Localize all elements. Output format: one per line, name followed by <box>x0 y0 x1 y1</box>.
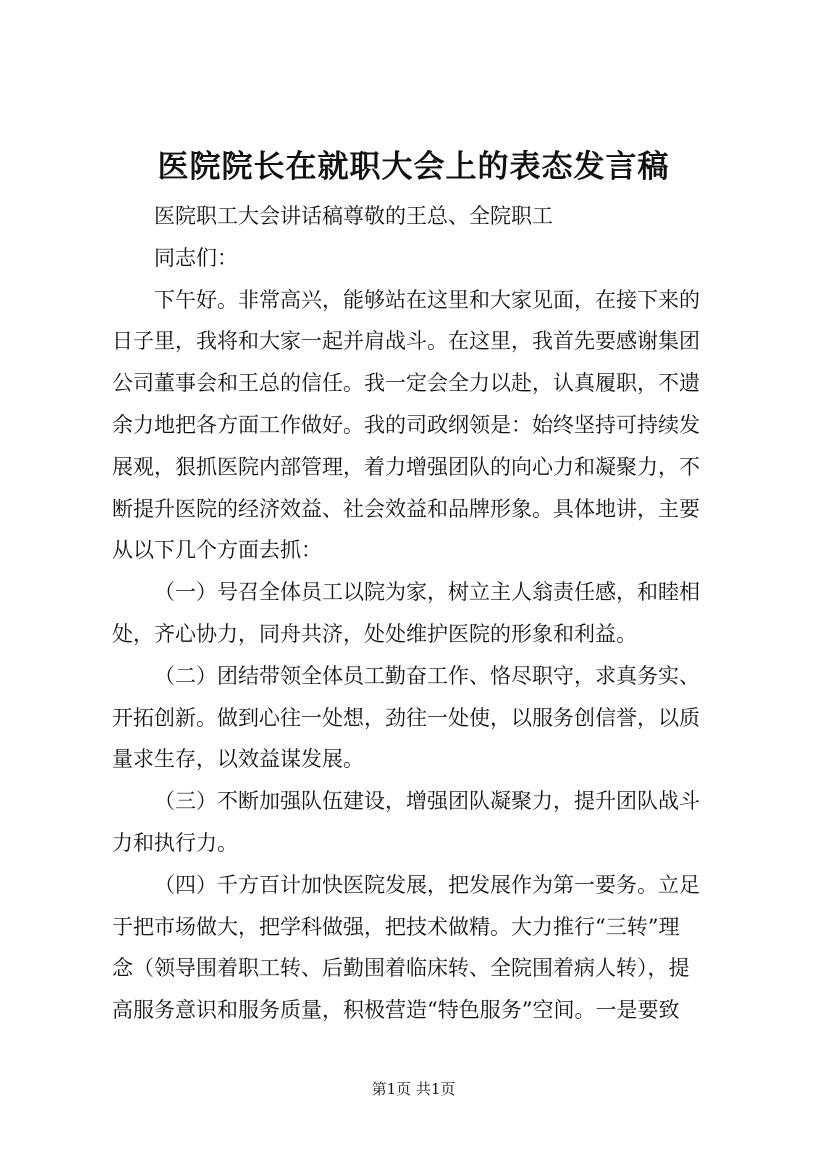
text-line: 从以下几个方面去抓： <box>112 538 322 563</box>
text-line: 展观，狠抓医院内部管理，着力增强团队的向心力和凝聚力，不 <box>112 454 700 479</box>
text-line: 日子里，我将和大家一起并肩战斗。在这里，我首先要感谢集团 <box>112 329 700 354</box>
paragraph-salutation <box>112 238 742 280</box>
text-line: 医院职工大会讲话稿尊敬的王总、全院职工 <box>154 204 553 228</box>
text-line: 同志们： <box>154 245 238 270</box>
paragraph-point-4 <box>112 865 742 1032</box>
text-line: （一）号召全体员工以院为家，树立主人翁责任感，和睦相 <box>154 580 700 605</box>
text-line: 开拓创新。做到心往一处想，劲往一处使，以服务创信誉，以质 <box>112 705 700 730</box>
text-line: 处，齐心协力，同舟共济，处处维护医院的形象和利益。 <box>112 621 637 646</box>
text-line: 公司董事会和王总的信任。我一定会全力以赴，认真履职，不遗 <box>112 371 700 396</box>
text-line: （四）千方百计加快医院发展，把发展作为第一要务。立足 <box>154 872 700 897</box>
text-line: 于把市场做大，把学科做强，把技术做精。大力推行“三转”理 <box>112 914 680 939</box>
document-body <box>112 196 742 1032</box>
document-title: 医院院长在就职大会上的表态发言稿 <box>157 149 670 185</box>
text-line: 下午好。非常高兴，能够站在这里和大家见面，在接下来的 <box>154 287 700 312</box>
paragraph-point-3 <box>112 781 742 865</box>
text-line: 断提升医院的经济效益、社会效益和品牌形象。具体地讲，主要 <box>112 496 700 521</box>
text-line: （二）团结带领全体员工勤奋工作、恪尽职守，求真务实、 <box>154 663 700 688</box>
text-line: 高服务意识和服务质量，积极营造“特色服务”空间。一是要致 <box>112 998 680 1023</box>
paragraph-point-2 <box>112 656 742 781</box>
paragraph-point-1 <box>112 572 742 656</box>
paragraph-intro <box>112 280 742 573</box>
page-footer: 第1页 共1页 <box>371 1080 456 1098</box>
text-line: 念（领导围着职工转、后勤围着临床转、全院围着病人转），提 <box>112 956 690 981</box>
paragraph-heading <box>112 196 742 238</box>
text-line: 量求生存，以效益谋发展。 <box>112 747 364 772</box>
text-line: 余力地把各方面工作做好。我的司政纲领是：始终坚持可持续发 <box>112 412 700 437</box>
text-line: （三）不断加强队伍建设，增强团队凝聚力，提升团队战斗 <box>154 789 700 814</box>
text-line: 力和执行力。 <box>112 830 238 855</box>
